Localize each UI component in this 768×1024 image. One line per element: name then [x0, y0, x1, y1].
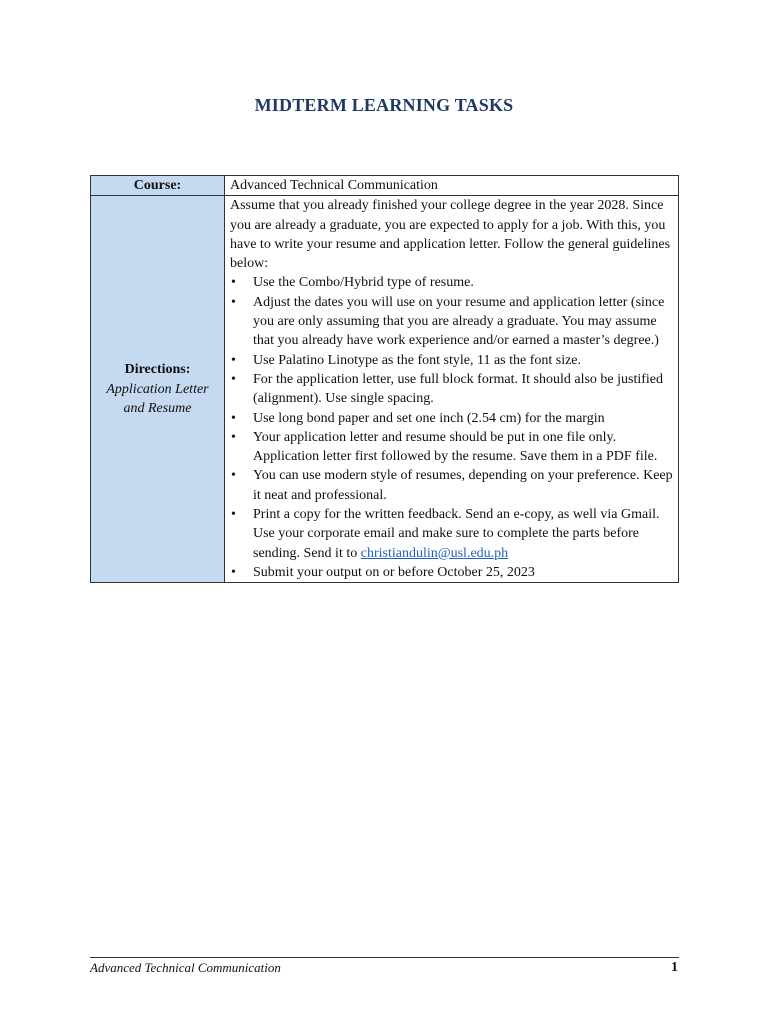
bullet-icon: • — [231, 352, 236, 368]
directions-intro: Assume that you already finished your college degree in the year 2028. Since you are already a graduate, you are expected to apply for a job. With this, you have to write your resume and application letter. Follow the general guidelines below: — [230, 198, 671, 272]
directions-label-cell — [91, 196, 225, 583]
guideline-item — [230, 351, 673, 370]
guideline-text: Your application letter and resume should be put in one file only. Application letter first followed by the resume. Save them in a PDF file. — [253, 429, 658, 465]
page-number: 1 — [671, 960, 678, 975]
guideline-text: Use the Combo/Hybrid type of resume. — [253, 275, 474, 291]
guidelines-list — [230, 273, 673, 582]
guideline-item — [230, 428, 673, 467]
guideline-item-deadline — [230, 563, 673, 582]
guideline-item-feedback — [230, 505, 673, 563]
directions-label: Directions: — [124, 362, 191, 378]
bullet-icon: • — [231, 410, 236, 426]
deadline-text: Submit your output on or before October 25, 2023 — [253, 564, 535, 580]
guideline-item — [230, 409, 673, 428]
guideline-item — [230, 466, 673, 505]
course-row — [91, 176, 679, 196]
bullet-icon: • — [231, 507, 236, 523]
guideline-text: Adjust the dates you will use on your resume and application letter (since you are only assuming that you are already a graduate. You may assume that you already have work experience and/or earned a master’s degree.) — [253, 294, 665, 349]
guideline-text: For the application letter, use full block format. It should also be justified (alignment). Use single spacing. — [253, 371, 664, 407]
course-label: Course: — [91, 176, 225, 196]
bullet-icon: • — [231, 275, 236, 291]
bullet-icon: • — [231, 371, 236, 387]
guideline-text: Use Palatino Linotype as the font style, 11 as the font size. — [253, 352, 582, 368]
guideline-text: Use long bond paper and set one inch (2.54 cm) for the margin — [253, 410, 605, 426]
directions-row — [91, 196, 679, 583]
guideline-text: You can use modern style of resumes, depending on your preference. Keep it neat and professional. — [253, 468, 673, 503]
course-value: Advanced Technical Communication — [225, 176, 679, 196]
directions-content — [225, 196, 679, 583]
directions-subtitle-line1: Application Letter — [106, 381, 209, 397]
footer-course: Advanced Technical Communication — [90, 960, 281, 975]
task-table — [90, 175, 679, 583]
bullet-icon: • — [231, 468, 236, 484]
bullet-icon: • — [231, 294, 236, 310]
guideline-item — [230, 370, 673, 409]
email-link[interactable]: christiandulin@usl.edu.ph — [360, 545, 509, 561]
footer-divider — [90, 957, 679, 958]
feedback-text: Print a copy for the written feedback. Send an e-copy, as well via Gmail. Use your corporate email and make sure to complete the parts before sending. Send it to — [253, 507, 660, 561]
bullet-icon: • — [231, 564, 236, 580]
bullet-icon: • — [231, 429, 236, 445]
guideline-item — [230, 293, 673, 351]
page-title: MIDTERM LEARNING TASKS — [254, 95, 514, 115]
directions-subtitle-line2: and Resume — [123, 400, 192, 416]
guideline-item — [230, 273, 673, 292]
